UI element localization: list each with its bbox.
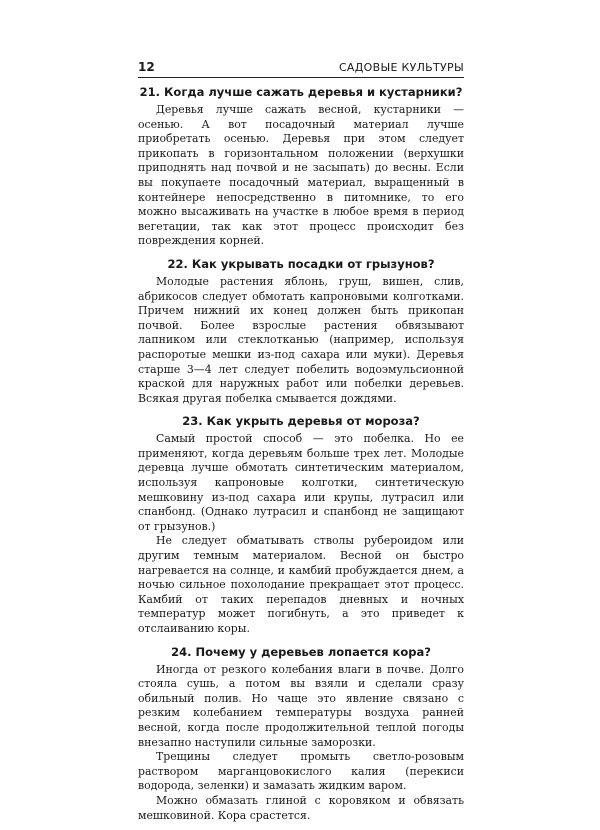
paragraph: Деревья лучше сажать весной, кустарники — осенью. А вот посадочный материал лучше приобретать осенью. Деревья при этом следует прикопать в горизонтальном положении (верхушки приподнять над почвой и не засыпать) до весны. Если вы покупаете посадочный материал, выращенный в контейнере непосредственно в питомнике, то его можно высаживать на участке в любое время в период вегетации, так как этот процесс происходит без повреждения корней. [138,103,464,248]
paragraph: Молодые растения яблонь, груш, вишен, слив, абрикосов следует обмотать капроновыми колготками. Причем нижний их конец должен быть прикопан почвой. Более взрослые растения обвязывают лапником или стеклотканью (например, используя распоротые мешки из-под сахара или муки). Деревья старше 3—4 лет следует побелить водоэмульсионной краской для наружных работ или побелки деревьев. Всякая другая побелка смывается дождями. [138,274,464,405]
question-heading: 24. Почему у деревьев лопается кора? [171,644,431,659]
question-section-23 [138,413,464,636]
question-heading: 23. Как укрыть деревья от мороза? [182,414,420,429]
paragraph: Не следует обматывать стволы рубероидом или другим темным материалом. Весной он быстро нагревается на солнце, и камбий пробуждается днем, а ночью сильное похолодание прекращает этот процесс. Камбий от таких перепадов дневных и ночных температур может погибнуть, а это приведет к отслаиванию коры. [138,534,464,635]
page-content [138,84,464,830]
page-number: 12 [138,60,155,74]
question-heading: 22. Как укрывать посадки от грызунов? [167,256,435,271]
paragraph: Можно обмазать глиной с коровяком и обвязать мешковиной. Кора срастется. [138,793,464,822]
question-section-21 [138,84,464,249]
paragraph: Трещины следует промыть светло-розовым раствором марганцовокислого калия (перекиси водорода, зеленки) и замазать жидким варом. [138,750,464,793]
paragraph: Самый простой способ — это побелка. Но ее применяют, когда деревьям больше трех лет. Молодые деревца лучше обмотать синтетическим материалом, используя капроновые колготки, синтетическую мешковину из-под сахара или крупы, лутрасил или спанбонд. (Однако лутрасил и спанбонд не защищают от грызунов.) [138,432,464,533]
question-section-22 [138,256,464,406]
question-section-24 [138,644,464,824]
paragraph: Иногда от резкого колебания влаги в почве. Долго стояла сушь, а потом вы взяли и сделали сразу обильный полив. Но чаще это явление связано с резким колебанием температуры воздуха ранней весной, когда после продолжительной теплой погоды внезапно наступили сильные заморозки. [138,662,464,749]
running-title: САДОВЫЕ КУЛЬТУРЫ [338,61,464,74]
question-heading: 21. Когда лучше сажать деревья и кустарники? [139,85,463,99]
page-header [138,60,464,78]
